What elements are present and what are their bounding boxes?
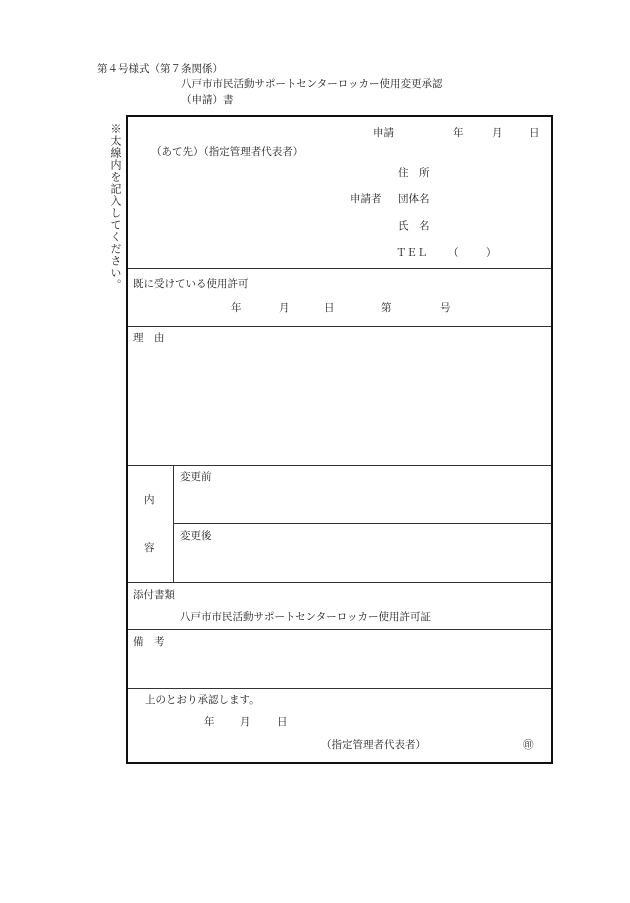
approval-statement: 上のとおり承認します。 [145, 694, 260, 706]
approval-month-label: 月 [240, 716, 251, 728]
side-note: ※太線内を記入してください。 [109, 123, 122, 291]
form-title-line2: （申請）書 [181, 94, 234, 106]
divider-applicant [128, 268, 551, 269]
application-year-label: 年 [453, 127, 464, 139]
tel-paren-close: ） [486, 247, 497, 259]
name-label: 氏 名 [398, 220, 430, 232]
tel-paren-open: （ [448, 247, 459, 259]
seal-mark: ㊞ [523, 739, 534, 751]
attachment-item: 八戸市市民活動サポートセンターロッカー使用許可証 [180, 611, 432, 623]
tel-label: ＴＥＬ [396, 247, 428, 259]
permit-year-label: 年 [231, 302, 242, 314]
form-frame [126, 115, 553, 764]
attachments-label: 添付書類 [133, 589, 175, 601]
before-change-label: 変更前 [180, 471, 212, 483]
application-month-label: 月 [492, 127, 503, 139]
remarks-label: 備 考 [133, 636, 165, 648]
applicant-label: 申請者 [350, 193, 382, 205]
divider-reason [128, 465, 551, 466]
form-title-line1: 八戸市市民活動サポートセンターロッカー使用変更承認 [181, 78, 443, 90]
form-number: 第４号様式（第７条関係） [97, 63, 223, 75]
divider-before-after [173, 523, 551, 524]
permit-day-label: 日 [324, 302, 335, 314]
address-label: 住 所 [398, 167, 430, 179]
application-label: 申請 [373, 127, 394, 139]
contents-label-top: 内 [144, 494, 155, 506]
existing-permit-label: 既に受けている使用許可 [133, 278, 249, 290]
permit-number-suffix: 号 [440, 302, 451, 314]
approval-year-label: 年 [204, 716, 215, 728]
divider-permit [128, 326, 551, 327]
group-name-label: 団体名 [398, 193, 430, 205]
approval-day-label: 日 [277, 716, 288, 728]
approver-label: （指定管理者代表者） [321, 739, 426, 751]
divider-attachments [128, 629, 551, 630]
divider-contents [128, 582, 551, 583]
permit-month-label: 月 [279, 302, 290, 314]
contents-label-bottom: 容 [144, 542, 155, 554]
application-day-label: 日 [529, 127, 540, 139]
reason-label: 理 由 [133, 332, 165, 344]
after-change-label: 変更後 [180, 530, 212, 542]
divider-remarks [128, 688, 551, 689]
permit-number-prefix: 第 [381, 302, 392, 314]
addressee: （あて先）（指定管理者代表者） [151, 146, 304, 158]
